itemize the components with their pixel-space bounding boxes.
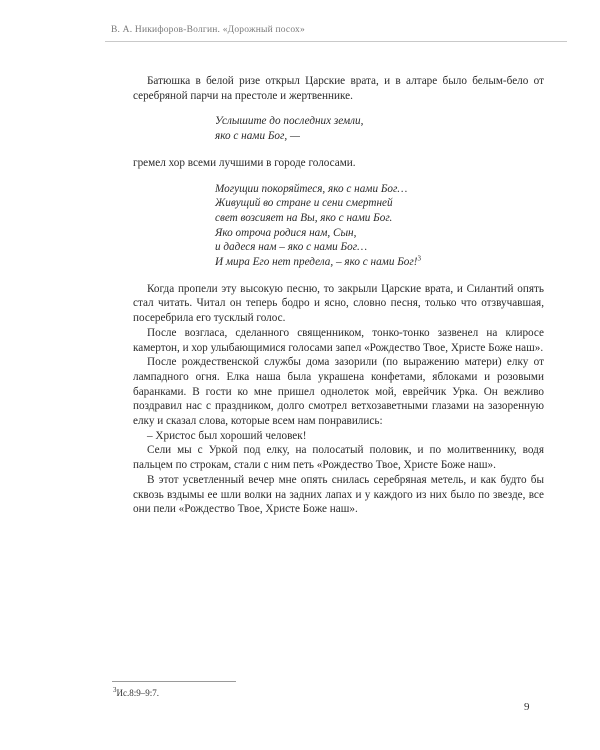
footnote-text: Ис.8:9–9:7. [116,688,159,698]
verse-2-line-2: Живущий во стране и сени смертней [215,197,393,210]
footnote-reference[interactable]: 3 [417,254,421,263]
verse-2-line-6 [215,255,544,270]
paragraph-5: После рождественской службы дома зазорили (по выражению матери) елку от лампадного огня. Елка наша была украшена конфетами, яблоками и розовыми баранками. В гости ко мне пришел однолеток мой, еврейчик Урка. Он вежливо поздравил нас с праздником, долго смотрел ветхозаветными глазами на зазоренную елку и сказал слова, которые всем нам понравились: [133,356,544,428]
page-number: 9 [524,701,530,713]
paragraph-1: Батюшка в белой ризе открыл Царские врата, и в алтаре было белым-бело от серебряной парчи на престоле и жертвеннике. [133,75,544,102]
footnote [113,688,159,698]
footnote-rule [112,681,236,682]
verse-2-line-3: свет возсияет на Вы, яко с нами Бог. [215,211,393,224]
verse-2-line-6-text: И мира Его нет предела, – яко с нами Бог! [215,256,418,269]
header-rule [105,41,567,42]
footnote-mark: 3 [113,686,117,694]
verse-2-line-1: Могущии покоряйтеся, яко с нами Бог… [215,182,408,195]
paragraph-7: Сели мы с Уркой под елку, на полосатый половик, и по молитвеннику, водя пальцем по строкам, стали с ним петь «Рождество Твое, Христе Боже наш». [133,444,544,472]
verse-2-line-4: Яко отроча родися нам, Сын, [215,226,357,239]
verse-2 [215,182,544,270]
verse-1 [215,114,544,143]
paragraph-6: – Христос был хороший человек! [147,429,307,442]
running-title: В. А. Никифоров-Волгин. «Дорожный посох» [111,25,305,35]
paragraph-8: В этот усветленный вечер мне опять снилась серебряная метель, и как будто бы сквозь вздымы ее шли волки на задних лапах и у каждого из них было по звезде, все они пели «Рождество Твое, Христе Боже наш». [133,473,544,516]
verse-1-line-1: Услышите до последних земли, [215,115,364,128]
paragraph-2: гремел хор всеми лучшими в городе голосами. [133,156,356,169]
verse-2-line-5: и дадеся нам – яко с нами Бог… [215,241,368,254]
paragraph-4: После возгласа, сделанного священником, тонко-тонко зазвенел на клиросе камертон, и хор улыбающимися голосами запел «Рождество Твое, Христе Боже наш». [133,326,544,354]
page-body [133,74,544,517]
paragraph-3: Когда пропели эту высокую песню, то закрыли Царские врата, и Силантий опять стал читать. Читал он теперь бодро и ясно, словно песня, только что отзвучавшая, посеребрила его тусклый голос. [133,282,544,325]
verse-1-line-2: яко с нами Бог, — [215,130,300,143]
